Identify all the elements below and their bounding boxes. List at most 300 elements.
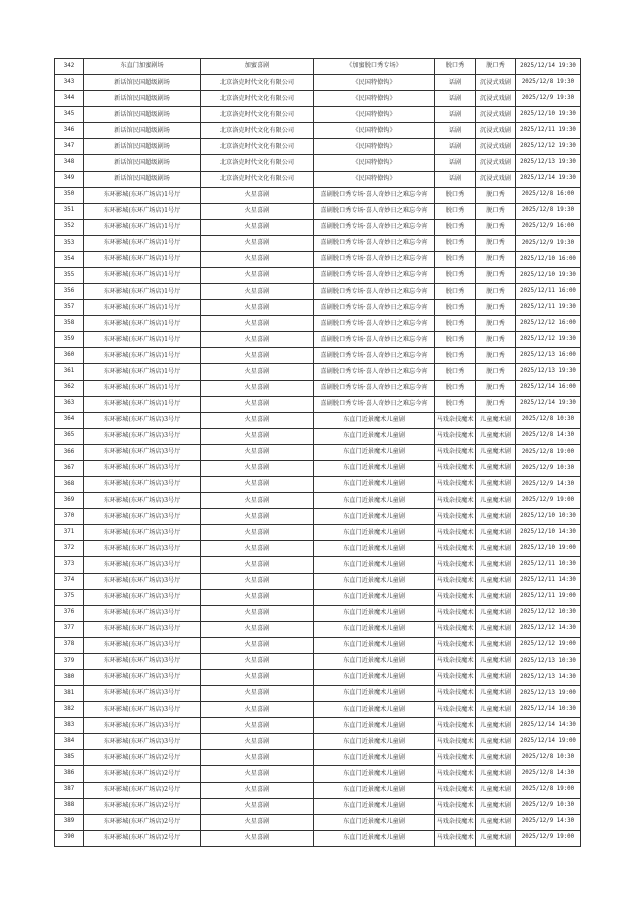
organizer-cell: 火星喜剧: [201, 316, 314, 332]
organizer-cell: 火星喜剧: [201, 702, 314, 718]
row-number-cell: 368: [55, 477, 84, 493]
show-time-cell: 2025/12/8 19:30: [516, 75, 581, 91]
show-title-cell: 东直门近景魔术儿童剧: [314, 637, 435, 653]
show-time-cell: 2025/12/10 19:30: [516, 268, 581, 284]
show-title-cell: 喜剧脱口秀专场·喜人奇妙日之难忘今宵: [314, 284, 435, 300]
show-time-cell: 2025/12/11 14:30: [516, 573, 581, 589]
category-cell: 马戏杂技魔术: [435, 637, 476, 653]
organizer-cell: 火星喜剧: [201, 380, 314, 396]
show-time-cell: 2025/12/8 14:30: [516, 428, 581, 444]
venue-cell: 东环影城(东环广场店)1号厅: [84, 300, 201, 316]
subcategory-cell: 沉浸式戏剧: [476, 155, 516, 171]
organizer-cell: 加蜜喜剧: [201, 59, 314, 75]
organizer-cell: 火星喜剧: [201, 300, 314, 316]
subcategory-cell: 儿童魔术剧: [476, 782, 516, 798]
category-cell: 脱口秀: [435, 235, 476, 251]
show-time-cell: 2025/12/12 10:30: [516, 605, 581, 621]
venue-cell: 东环影城(东环广场店)2号厅: [84, 814, 201, 830]
category-cell: 脱口秀: [435, 203, 476, 219]
subcategory-cell: 儿童魔术剧: [476, 509, 516, 525]
venue-cell: 东环影城(东环广场店)3号厅: [84, 557, 201, 573]
table-row: [55, 412, 581, 428]
subcategory-cell: 儿童魔术剧: [476, 766, 516, 782]
show-title-cell: 喜剧脱口秀专场·喜人奇妙日之难忘今宵: [314, 251, 435, 267]
show-title-cell: 喜剧脱口秀专场·喜人奇妙日之难忘今宵: [314, 380, 435, 396]
category-cell: 话剧: [435, 171, 476, 187]
category-cell: 马戏杂技魔术: [435, 750, 476, 766]
subcategory-cell: 沉浸式戏剧: [476, 123, 516, 139]
subcategory-cell: 儿童魔术剧: [476, 525, 516, 541]
row-number-cell: 359: [55, 332, 84, 348]
organizer-cell: 火星喜剧: [201, 830, 314, 846]
category-cell: 脱口秀: [435, 219, 476, 235]
show-title-cell: 东直门近景魔术儿童剧: [314, 412, 435, 428]
table-row: [55, 171, 581, 187]
row-number-cell: 344: [55, 91, 84, 107]
venue-cell: 东环影城(东环广场店)1号厅: [84, 284, 201, 300]
venue-cell: 新话馆民国超级剧场: [84, 123, 201, 139]
category-cell: 马戏杂技魔术: [435, 460, 476, 476]
venue-cell: 东环影城(东环广场店)1号厅: [84, 268, 201, 284]
venue-cell: 东环影城(东环广场店)1号厅: [84, 348, 201, 364]
venue-cell: 新话馆民国超级剧场: [84, 171, 201, 187]
subcategory-cell: 儿童魔术剧: [476, 718, 516, 734]
table-row: [55, 123, 581, 139]
show-time-cell: 2025/12/11 19:30: [516, 300, 581, 316]
row-number-cell: 345: [55, 107, 84, 123]
subcategory-cell: 脱口秀: [476, 187, 516, 203]
category-cell: 话剧: [435, 91, 476, 107]
show-title-cell: 东直门近景魔术儿童剧: [314, 460, 435, 476]
show-time-cell: 2025/12/12 19:30: [516, 139, 581, 155]
row-number-cell: 362: [55, 380, 84, 396]
subcategory-cell: 沉浸式戏剧: [476, 107, 516, 123]
category-cell: 话剧: [435, 139, 476, 155]
table-row: [55, 766, 581, 782]
venue-cell: 东环影城(东环广场店)2号厅: [84, 750, 201, 766]
table-row: [55, 155, 581, 171]
row-number-cell: 342: [55, 59, 84, 75]
organizer-cell: 北京洛克时代文化有限公司: [201, 171, 314, 187]
category-cell: 马戏杂技魔术: [435, 589, 476, 605]
organizer-cell: 火星喜剧: [201, 364, 314, 380]
row-number-cell: 350: [55, 187, 84, 203]
table-row: [55, 235, 581, 251]
table-row: [55, 653, 581, 669]
table-row: [55, 541, 581, 557]
subcategory-cell: 沉浸式戏剧: [476, 91, 516, 107]
category-cell: 马戏杂技魔术: [435, 653, 476, 669]
organizer-cell: 火星喜剧: [201, 557, 314, 573]
subcategory-cell: 儿童魔术剧: [476, 637, 516, 653]
organizer-cell: 火星喜剧: [201, 686, 314, 702]
venue-cell: 东环影城(东环广场店)1号厅: [84, 316, 201, 332]
venue-cell: 新话馆民国超级剧场: [84, 91, 201, 107]
venue-cell: 东环影城(东环广场店)1号厅: [84, 380, 201, 396]
category-cell: 脱口秀: [435, 316, 476, 332]
category-cell: 马戏杂技魔术: [435, 766, 476, 782]
show-title-cell: 喜剧脱口秀专场·喜人奇妙日之难忘今宵: [314, 332, 435, 348]
organizer-cell: 火星喜剧: [201, 734, 314, 750]
table-row: [55, 139, 581, 155]
subcategory-cell: 儿童魔术剧: [476, 702, 516, 718]
category-cell: 马戏杂技魔术: [435, 541, 476, 557]
row-number-cell: 356: [55, 284, 84, 300]
table-row: [55, 460, 581, 476]
show-time-cell: 2025/12/14 10:30: [516, 702, 581, 718]
venue-cell: 东环影城(东环广场店)3号厅: [84, 412, 201, 428]
row-number-cell: 378: [55, 637, 84, 653]
show-time-cell: 2025/12/9 14:30: [516, 814, 581, 830]
show-title-cell: 东直门近景魔术儿童剧: [314, 621, 435, 637]
table-row: [55, 251, 581, 267]
venue-cell: 东环影城(东环广场店)3号厅: [84, 653, 201, 669]
show-title-cell: 东直门近景魔术儿童剧: [314, 477, 435, 493]
show-time-cell: 2025/12/8 19:00: [516, 782, 581, 798]
subcategory-cell: 儿童魔术剧: [476, 589, 516, 605]
table-row: [55, 750, 581, 766]
show-title-cell: 东直门近景魔术儿童剧: [314, 734, 435, 750]
category-cell: 话剧: [435, 155, 476, 171]
show-title-cell: 东直门近景魔术儿童剧: [314, 782, 435, 798]
row-number-cell: 347: [55, 139, 84, 155]
row-number-cell: 358: [55, 316, 84, 332]
show-time-cell: 2025/12/12 14:30: [516, 621, 581, 637]
category-cell: 脱口秀: [435, 380, 476, 396]
subcategory-cell: 儿童魔术剧: [476, 557, 516, 573]
show-title-cell: 《民国特僚钩》: [314, 91, 435, 107]
category-cell: 马戏杂技魔术: [435, 573, 476, 589]
venue-cell: 东环影城(东环广场店)3号厅: [84, 493, 201, 509]
category-cell: 马戏杂技魔术: [435, 669, 476, 685]
table-row: [55, 686, 581, 702]
show-title-cell: 东直门近景魔术儿童剧: [314, 605, 435, 621]
show-title-cell: 东直门近景魔术儿童剧: [314, 444, 435, 460]
category-cell: 马戏杂技魔术: [435, 734, 476, 750]
subcategory-cell: 儿童魔术剧: [476, 605, 516, 621]
show-time-cell: 2025/12/9 10:30: [516, 798, 581, 814]
subcategory-cell: 脱口秀: [476, 203, 516, 219]
table-row: [55, 348, 581, 364]
table-row: [55, 203, 581, 219]
subcategory-cell: 脱口秀: [476, 268, 516, 284]
show-time-cell: 2025/12/12 19:30: [516, 332, 581, 348]
show-title-cell: 东直门近景魔术儿童剧: [314, 750, 435, 766]
show-title-cell: 东直门近景魔术儿童剧: [314, 798, 435, 814]
venue-cell: 新话馆民国超级剧场: [84, 139, 201, 155]
show-time-cell: 2025/12/14 19:30: [516, 59, 581, 75]
organizer-cell: 火星喜剧: [201, 653, 314, 669]
organizer-cell: 火星喜剧: [201, 203, 314, 219]
show-time-cell: 2025/12/9 19:30: [516, 235, 581, 251]
venue-cell: 新话馆民国超级剧场: [84, 107, 201, 123]
subcategory-cell: 儿童魔术剧: [476, 460, 516, 476]
row-number-cell: 367: [55, 460, 84, 476]
venue-cell: 东环影城(东环广场店)3号厅: [84, 637, 201, 653]
venue-cell: 东环影城(东环广场店)1号厅: [84, 187, 201, 203]
subcategory-cell: 儿童魔术剧: [476, 412, 516, 428]
subcategory-cell: 脱口秀: [476, 300, 516, 316]
organizer-cell: 火星喜剧: [201, 187, 314, 203]
organizer-cell: 火星喜剧: [201, 573, 314, 589]
table-row: [55, 284, 581, 300]
subcategory-cell: 儿童魔术剧: [476, 493, 516, 509]
show-time-cell: 2025/12/9 14:30: [516, 477, 581, 493]
show-time-cell: 2025/12/10 19:30: [516, 107, 581, 123]
show-title-cell: 《民国特僚钩》: [314, 139, 435, 155]
subcategory-cell: 脱口秀: [476, 235, 516, 251]
category-cell: 话剧: [435, 123, 476, 139]
organizer-cell: 火星喜剧: [201, 637, 314, 653]
show-title-cell: 东直门近景魔术儿童剧: [314, 653, 435, 669]
show-title-cell: 喜剧脱口秀专场·喜人奇妙日之难忘今宵: [314, 396, 435, 412]
row-number-cell: 351: [55, 203, 84, 219]
venue-cell: 东直门加蜜剧场: [84, 59, 201, 75]
table-row: [55, 75, 581, 91]
show-time-cell: 2025/12/8 19:00: [516, 444, 581, 460]
organizer-cell: 火星喜剧: [201, 251, 314, 267]
category-cell: 马戏杂技魔术: [435, 477, 476, 493]
row-number-cell: 381: [55, 686, 84, 702]
show-time-cell: 2025/12/14 16:00: [516, 380, 581, 396]
table-row: [55, 332, 581, 348]
row-number-cell: 383: [55, 718, 84, 734]
venue-cell: 东环影城(东环广场店)2号厅: [84, 766, 201, 782]
venue-cell: 东环影城(东环广场店)2号厅: [84, 782, 201, 798]
subcategory-cell: 脱口秀: [476, 348, 516, 364]
subcategory-cell: 沉浸式戏剧: [476, 139, 516, 155]
organizer-cell: 火星喜剧: [201, 219, 314, 235]
category-cell: 脱口秀: [435, 268, 476, 284]
category-cell: 马戏杂技魔术: [435, 621, 476, 637]
venue-cell: 东环影城(东环广场店)3号厅: [84, 428, 201, 444]
row-number-cell: 354: [55, 251, 84, 267]
venue-cell: 东环影城(东环广场店)3号厅: [84, 444, 201, 460]
subcategory-cell: 儿童魔术剧: [476, 750, 516, 766]
organizer-cell: 火星喜剧: [201, 332, 314, 348]
venue-cell: 东环影城(东环广场店)1号厅: [84, 332, 201, 348]
table-row: [55, 702, 581, 718]
subcategory-cell: 儿童魔术剧: [476, 444, 516, 460]
table-row: [55, 428, 581, 444]
organizer-cell: 火星喜剧: [201, 348, 314, 364]
venue-cell: 东环影城(东环广场店)3号厅: [84, 460, 201, 476]
show-title-cell: 喜剧脱口秀专场·喜人奇妙日之难忘今宵: [314, 235, 435, 251]
row-number-cell: 375: [55, 589, 84, 605]
category-cell: 话剧: [435, 75, 476, 91]
show-time-cell: 2025/12/14 19:30: [516, 396, 581, 412]
show-time-cell: 2025/12/8 14:30: [516, 766, 581, 782]
table-row: [55, 316, 581, 332]
show-title-cell: 《民国特僚钩》: [314, 75, 435, 91]
show-time-cell: 2025/12/13 19:30: [516, 364, 581, 380]
subcategory-cell: 沉浸式戏剧: [476, 75, 516, 91]
show-title-cell: 《民国特僚钩》: [314, 123, 435, 139]
organizer-cell: 火星喜剧: [201, 782, 314, 798]
show-title-cell: 喜剧脱口秀专场·喜人奇妙日之难忘今宵: [314, 219, 435, 235]
show-time-cell: 2025/12/14 14:30: [516, 718, 581, 734]
row-number-cell: 352: [55, 219, 84, 235]
venue-cell: 东环影城(东环广场店)3号厅: [84, 702, 201, 718]
table-row: [55, 605, 581, 621]
subcategory-cell: 儿童魔术剧: [476, 686, 516, 702]
schedule-table: [54, 58, 581, 847]
category-cell: 马戏杂技魔术: [435, 718, 476, 734]
subcategory-cell: 脱口秀: [476, 316, 516, 332]
row-number-cell: 363: [55, 396, 84, 412]
show-title-cell: 《民国特僚钩》: [314, 155, 435, 171]
organizer-cell: 火星喜剧: [201, 605, 314, 621]
row-number-cell: 377: [55, 621, 84, 637]
venue-cell: 东环影城(东环广场店)1号厅: [84, 203, 201, 219]
table-row: [55, 589, 581, 605]
organizer-cell: 火星喜剧: [201, 669, 314, 685]
organizer-cell: 火星喜剧: [201, 798, 314, 814]
show-title-cell: 东直门近景魔术儿童剧: [314, 814, 435, 830]
venue-cell: 新话馆民国超级剧场: [84, 75, 201, 91]
subcategory-cell: 儿童魔术剧: [476, 734, 516, 750]
subcategory-cell: 脱口秀: [476, 332, 516, 348]
subcategory-cell: 儿童魔术剧: [476, 798, 516, 814]
show-time-cell: 2025/12/8 10:30: [516, 412, 581, 428]
subcategory-cell: 脱口秀: [476, 219, 516, 235]
table-row: [55, 107, 581, 123]
row-number-cell: 373: [55, 557, 84, 573]
organizer-cell: 北京洛克时代文化有限公司: [201, 75, 314, 91]
row-number-cell: 346: [55, 123, 84, 139]
organizer-cell: 火星喜剧: [201, 589, 314, 605]
row-number-cell: 369: [55, 493, 84, 509]
subcategory-cell: 沉浸式戏剧: [476, 171, 516, 187]
show-time-cell: 2025/12/10 10:30: [516, 509, 581, 525]
show-title-cell: 东直门近景魔术儿童剧: [314, 830, 435, 846]
row-number-cell: 376: [55, 605, 84, 621]
row-number-cell: 365: [55, 428, 84, 444]
row-number-cell: 386: [55, 766, 84, 782]
table-row: [55, 525, 581, 541]
venue-cell: 东环影城(东环广场店)3号厅: [84, 541, 201, 557]
table-row: [55, 557, 581, 573]
subcategory-cell: 脱口秀: [476, 284, 516, 300]
venue-cell: 东环影城(东环广场店)3号厅: [84, 734, 201, 750]
show-title-cell: 东直门近景魔术儿童剧: [314, 573, 435, 589]
show-title-cell: 东直门近景魔术儿童剧: [314, 766, 435, 782]
organizer-cell: 火星喜剧: [201, 750, 314, 766]
show-time-cell: 2025/12/10 19:00: [516, 541, 581, 557]
show-title-cell: 《民国特僚钩》: [314, 171, 435, 187]
show-time-cell: 2025/12/11 19:30: [516, 123, 581, 139]
organizer-cell: 火星喜剧: [201, 268, 314, 284]
show-time-cell: 2025/12/9 19:00: [516, 493, 581, 509]
category-cell: 马戏杂技魔术: [435, 412, 476, 428]
row-number-cell: 355: [55, 268, 84, 284]
organizer-cell: 火星喜剧: [201, 460, 314, 476]
venue-cell: 东环影城(东环广场店)1号厅: [84, 364, 201, 380]
category-cell: 马戏杂技魔术: [435, 428, 476, 444]
row-number-cell: 357: [55, 300, 84, 316]
category-cell: 马戏杂技魔术: [435, 493, 476, 509]
organizer-cell: 火星喜剧: [201, 621, 314, 637]
category-cell: 脱口秀: [435, 300, 476, 316]
show-title-cell: 喜剧脱口秀专场·喜人奇妙日之难忘今宵: [314, 348, 435, 364]
show-time-cell: 2025/12/13 10:30: [516, 653, 581, 669]
organizer-cell: 火星喜剧: [201, 284, 314, 300]
show-title-cell: 喜剧脱口秀专场·喜人奇妙日之难忘今宵: [314, 300, 435, 316]
table-row: [55, 444, 581, 460]
table-row: [55, 734, 581, 750]
category-cell: 马戏杂技魔术: [435, 686, 476, 702]
category-cell: 马戏杂技魔术: [435, 830, 476, 846]
row-number-cell: 388: [55, 798, 84, 814]
subcategory-cell: 儿童魔术剧: [476, 428, 516, 444]
subcategory-cell: 儿童魔术剧: [476, 830, 516, 846]
subcategory-cell: 儿童魔术剧: [476, 477, 516, 493]
show-time-cell: 2025/12/13 14:30: [516, 669, 581, 685]
show-title-cell: 《加蜜脱口秀专场》: [314, 59, 435, 75]
subcategory-cell: 脱口秀: [476, 59, 516, 75]
row-number-cell: 343: [55, 75, 84, 91]
subcategory-cell: 脱口秀: [476, 251, 516, 267]
show-time-cell: 2025/12/13 19:30: [516, 155, 581, 171]
category-cell: 脱口秀: [435, 396, 476, 412]
show-time-cell: 2025/12/11 19:00: [516, 589, 581, 605]
table-row: [55, 59, 581, 75]
category-cell: 马戏杂技魔术: [435, 444, 476, 460]
table-row: [55, 268, 581, 284]
show-title-cell: 喜剧脱口秀专场·喜人奇妙日之难忘今宵: [314, 187, 435, 203]
category-cell: 马戏杂技魔术: [435, 798, 476, 814]
show-time-cell: 2025/12/8 19:30: [516, 203, 581, 219]
venue-cell: 东环影城(东环广场店)2号厅: [84, 830, 201, 846]
subcategory-cell: 儿童魔术剧: [476, 814, 516, 830]
organizer-cell: 火星喜剧: [201, 718, 314, 734]
row-number-cell: 390: [55, 830, 84, 846]
category-cell: 脱口秀: [435, 284, 476, 300]
subcategory-cell: 儿童魔术剧: [476, 669, 516, 685]
subcategory-cell: 脱口秀: [476, 380, 516, 396]
organizer-cell: 火星喜剧: [201, 509, 314, 525]
show-time-cell: 2025/12/12 16:00: [516, 316, 581, 332]
row-number-cell: 384: [55, 734, 84, 750]
show-time-cell: 2025/12/11 10:30: [516, 557, 581, 573]
table-row: [55, 573, 581, 589]
table-row: [55, 364, 581, 380]
table-row: [55, 509, 581, 525]
show-time-cell: 2025/12/9 16:00: [516, 219, 581, 235]
row-number-cell: 360: [55, 348, 84, 364]
category-cell: 话剧: [435, 107, 476, 123]
show-title-cell: 东直门近景魔术儿童剧: [314, 493, 435, 509]
organizer-cell: 火星喜剧: [201, 412, 314, 428]
category-cell: 马戏杂技魔术: [435, 782, 476, 798]
subcategory-cell: 儿童魔术剧: [476, 653, 516, 669]
row-number-cell: 389: [55, 814, 84, 830]
venue-cell: 东环影城(东环广场店)3号厅: [84, 509, 201, 525]
organizer-cell: 火星喜剧: [201, 814, 314, 830]
show-title-cell: 东直门近景魔术儿童剧: [314, 718, 435, 734]
table-row: [55, 814, 581, 830]
subcategory-cell: 脱口秀: [476, 396, 516, 412]
show-time-cell: 2025/12/8 16:00: [516, 187, 581, 203]
show-title-cell: 喜剧脱口秀专场·喜人奇妙日之难忘今宵: [314, 364, 435, 380]
show-title-cell: 东直门近景魔术儿童剧: [314, 669, 435, 685]
show-title-cell: 东直门近景魔术儿童剧: [314, 686, 435, 702]
row-number-cell: 348: [55, 155, 84, 171]
show-time-cell: 2025/12/10 14:30: [516, 525, 581, 541]
venue-cell: 东环影城(东环广场店)3号厅: [84, 573, 201, 589]
organizer-cell: 北京洛克时代文化有限公司: [201, 155, 314, 171]
row-number-cell: 353: [55, 235, 84, 251]
